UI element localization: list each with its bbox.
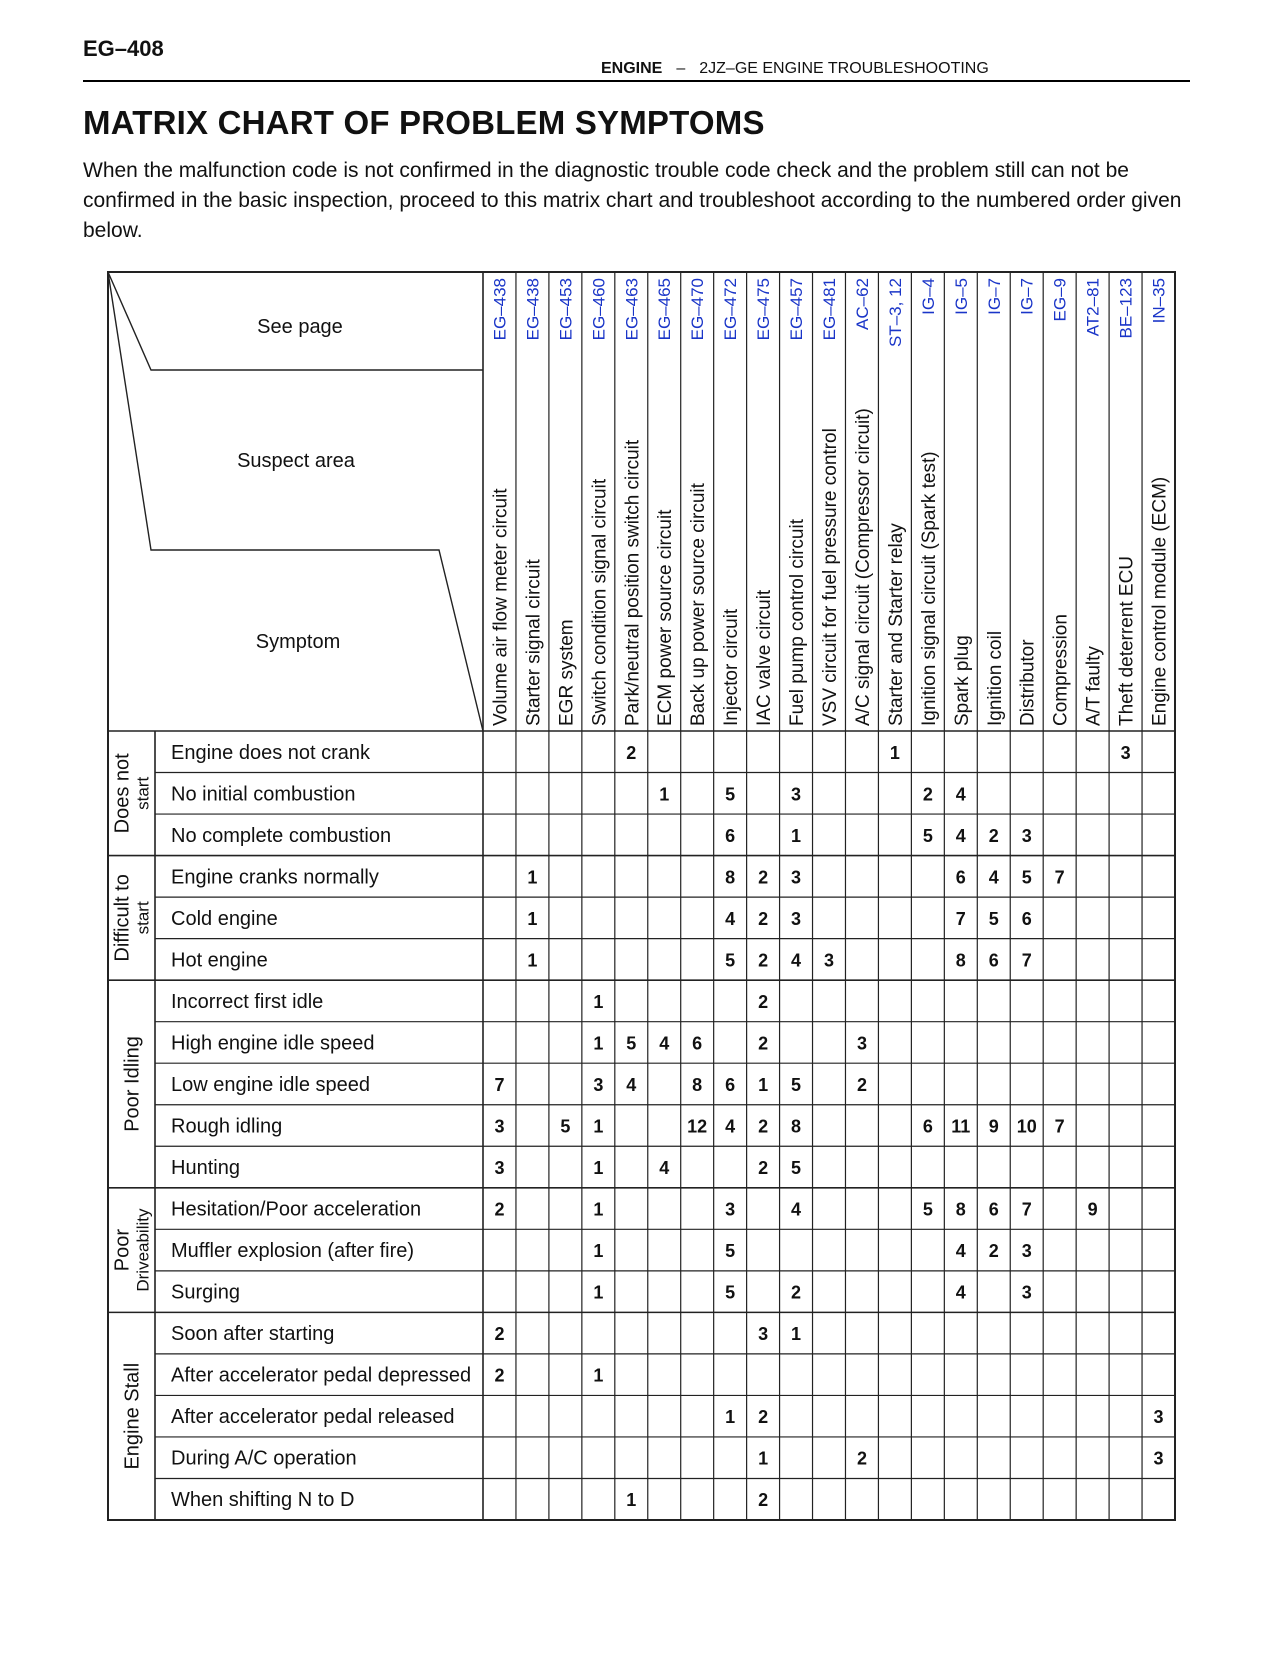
priority-number: 3 (725, 1199, 736, 1220)
priority-number: 1 (758, 1074, 769, 1095)
column-page-ref: EG–453 (556, 278, 576, 341)
priority-number: 2 (494, 1324, 505, 1345)
column-suspect-area: Ignition coil (984, 630, 1006, 726)
column-page-ref: EG–457 (787, 278, 807, 341)
column-page-ref: EG–463 (622, 278, 642, 341)
priority-number: 3 (791, 867, 802, 888)
priority-number: 3 (1021, 825, 1032, 846)
priority-number: 1 (593, 1365, 604, 1386)
column-suspect-area: Engine control module (ECM) (1149, 476, 1171, 726)
header-chapter: 2JZ–GE ENGINE TROUBLESHOOTING (699, 60, 989, 77)
symptom-label: Symptom (255, 631, 341, 653)
priority-number: 2 (758, 950, 769, 971)
column-suspect-area: Spark plug (951, 635, 973, 726)
column-page-ref: EG–475 (754, 278, 774, 341)
priority-number: 8 (791, 1116, 802, 1137)
column-page-ref: AC–62 (852, 278, 872, 330)
group-label-line: Does not (111, 753, 134, 834)
priority-number: 3 (791, 784, 802, 805)
priority-number: 5 (791, 1074, 802, 1095)
priority-number: 6 (692, 1033, 703, 1054)
priority-number: 3 (791, 908, 802, 929)
priority-number: 6 (725, 1074, 736, 1095)
group-label-line: start (133, 901, 153, 935)
column-suspect-area: Compression (1050, 614, 1072, 726)
symptom-cell: Cold engine (171, 907, 278, 930)
header-separator: – (676, 60, 686, 77)
priority-number: 5 (560, 1116, 571, 1137)
column-page-ref: EG–460 (589, 278, 609, 341)
priority-number: 1 (527, 950, 538, 971)
priority-number: 4 (791, 950, 802, 971)
priority-number: 5 (626, 1033, 637, 1054)
priority-number: 3 (1120, 742, 1131, 763)
column-suspect-area: ECM power source circuit (655, 509, 677, 726)
symptom-cell: High engine idle speed (171, 1032, 375, 1055)
priority-number: 4 (659, 1158, 670, 1179)
suspect-area-label: Suspect area (237, 450, 355, 472)
priority-number: 11 (951, 1116, 971, 1137)
priority-number: 2 (758, 908, 769, 929)
priority-number: 2 (626, 742, 637, 763)
group-label (112, 753, 153, 833)
priority-number: 1 (725, 1407, 736, 1428)
priority-number: 1 (593, 1282, 604, 1303)
column-page-ref: IG–4 (918, 278, 938, 315)
priority-number: 3 (856, 1033, 867, 1054)
priority-number: 4 (626, 1074, 637, 1095)
priority-number: 5 (725, 1282, 736, 1303)
priority-number: 5 (725, 950, 736, 971)
priority-number: 6 (988, 950, 999, 971)
column-suspect-area: Starter signal circuit (523, 559, 545, 726)
priority-number: 2 (758, 867, 769, 888)
column-page-ref: IG–5 (951, 278, 971, 315)
priority-number: 7 (1054, 1116, 1065, 1137)
priority-number: 3 (1153, 1448, 1164, 1469)
header-section: ENGINE (601, 60, 663, 77)
column-suspect-area: A/C signal circuit (Compressor circuit) (852, 408, 874, 726)
priority-number: 5 (791, 1158, 802, 1179)
priority-number: 2 (494, 1199, 505, 1220)
priority-number: 4 (988, 867, 999, 888)
column-suspect-area: Injector circuit (721, 608, 743, 726)
column-page-ref: AT2–81 (1083, 278, 1103, 337)
priority-number: 2 (758, 1033, 769, 1054)
priority-number: 4 (955, 1241, 966, 1262)
column-suspect-area: EGR system (556, 619, 578, 726)
priority-number: 1 (593, 1158, 604, 1179)
priority-number: 1 (659, 784, 670, 805)
symptom-cell: When shifting N to D (171, 1489, 355, 1512)
symptom-cell: Hot engine (171, 949, 268, 972)
priority-number: 12 (687, 1116, 708, 1137)
symptom-cell: During A/C operation (171, 1447, 357, 1470)
priority-number: 8 (692, 1074, 703, 1095)
priority-number: 5 (922, 1199, 933, 1220)
priority-number: 3 (494, 1116, 505, 1137)
group-label-line: start (133, 776, 153, 810)
priority-number: 3 (823, 950, 835, 971)
group-label-line: Difficult to (111, 874, 134, 962)
priority-number: 6 (988, 1199, 999, 1220)
priority-number: 1 (791, 1324, 802, 1345)
priority-number: 5 (725, 784, 736, 805)
symptom-cell: Soon after starting (171, 1323, 335, 1346)
priority-number: 2 (988, 825, 999, 846)
priority-number: 7 (1054, 867, 1065, 888)
priority-number: 5 (725, 1241, 736, 1262)
symptom-cell: Incorrect first idle (171, 990, 324, 1013)
group-label-line: Poor Idling (121, 1036, 144, 1132)
priority-number: 1 (626, 1490, 637, 1511)
priority-number: 1 (593, 991, 604, 1012)
priority-number: 2 (791, 1282, 802, 1303)
column-suspect-area: Fuel pump control circuit (787, 519, 809, 726)
priority-number: 1 (758, 1448, 769, 1469)
group-label (122, 1363, 144, 1470)
priority-number: 8 (955, 950, 966, 971)
priority-number: 2 (922, 784, 933, 805)
priority-number: 2 (988, 1241, 999, 1262)
priority-number: 2 (758, 1490, 769, 1511)
column-page-ref: EG–438 (490, 278, 510, 341)
priority-number: 1 (593, 1241, 604, 1262)
priority-number: 2 (758, 1158, 769, 1179)
column-page-ref: IG–7 (1017, 278, 1037, 315)
priority-number: 6 (725, 825, 736, 846)
priority-number: 3 (494, 1158, 505, 1179)
header-diagonal-lower (108, 272, 483, 731)
column-page-ref: IN–35 (1149, 278, 1169, 324)
priority-number: 1 (889, 742, 900, 763)
column-suspect-area: Switch condition signal circuit (589, 478, 611, 726)
priority-number: 10 (1016, 1116, 1037, 1137)
column-suspect-area: Starter and Starter relay (885, 523, 907, 726)
priority-number: 5 (1021, 867, 1032, 888)
priority-number: 7 (494, 1074, 505, 1095)
priority-number: 1 (527, 867, 538, 888)
priority-number: 3 (1021, 1282, 1032, 1303)
priority-number: 9 (988, 1116, 999, 1137)
group-label-line: Poor (111, 1228, 134, 1272)
priority-number: 1 (593, 1033, 604, 1054)
column-page-ref: EG–9 (1050, 278, 1070, 322)
priority-number: 6 (955, 867, 966, 888)
priority-number: 4 (955, 825, 966, 846)
symptom-cell: No initial combustion (171, 783, 356, 806)
group-label-line: Engine Stall (121, 1362, 144, 1470)
column-suspect-area: Ignition signal circuit (Spark test) (918, 451, 940, 726)
column-page-ref: EG–481 (820, 278, 839, 341)
group-label (112, 1208, 153, 1292)
symptom-cell: Muffler explosion (after fire) (171, 1240, 415, 1263)
symptom-cell: Engine does not crank (171, 741, 371, 764)
priority-number: 3 (1021, 1241, 1032, 1262)
priority-number: 5 (922, 825, 933, 846)
symptom-cell: Rough idling (171, 1115, 283, 1138)
priority-number: 2 (856, 1074, 867, 1095)
column-suspect-area: A/T faulty (1083, 646, 1105, 726)
column-suspect-area: VSV circuit for fuel pressure control (820, 428, 841, 726)
see-page-label: See page (257, 316, 343, 338)
priority-number: 7 (1021, 950, 1032, 971)
column-page-ref: EG–438 (523, 278, 543, 341)
column-page-ref: ST–3, 12 (885, 278, 905, 347)
page-title: MATRIX CHART OF PROBLEM SYMPTOMS (83, 104, 765, 141)
priority-number: 2 (758, 991, 769, 1012)
priority-number: 2 (856, 1448, 867, 1469)
group-label-line: Driveability (133, 1208, 153, 1292)
priority-number: 1 (593, 1199, 604, 1220)
intro-paragraph: When the malfunction code is not confirmed in the diagnostic trouble code check and the problem still can not be confirmed in the basic inspection, proceed to this matrix chart and troubleshoot according to the numbered order given below. (83, 159, 1182, 242)
column-suspect-area: Park/neutral position switch circuit (622, 439, 644, 726)
group-label (112, 874, 153, 961)
priority-number: 4 (725, 908, 736, 929)
symptom-cell: No complete combustion (171, 824, 392, 847)
column-suspect-area: Distributor (1017, 639, 1039, 726)
priority-number: 2 (494, 1365, 505, 1386)
symptom-cell: Surging (171, 1281, 240, 1304)
priority-number: 5 (988, 908, 999, 929)
symptom-cell: Hunting (171, 1157, 240, 1180)
column-page-ref: EG–465 (655, 278, 675, 341)
priority-number: 1 (527, 908, 538, 929)
symptom-cell: After accelerator pedal released (171, 1406, 455, 1429)
group-label (122, 1036, 144, 1132)
priority-number: 2 (758, 1407, 769, 1428)
priority-number: 7 (1021, 1199, 1032, 1220)
symptom-cell: After accelerator pedal depressed (171, 1364, 472, 1387)
priority-number: 1 (791, 825, 802, 846)
column-suspect-area: Back up power source circuit (688, 483, 710, 726)
priority-number: 8 (955, 1199, 966, 1220)
priority-number: 4 (791, 1199, 802, 1220)
column-page-ref: IG–7 (984, 278, 1004, 315)
column-suspect-area: Volume air flow meter circuit (490, 488, 512, 726)
symptom-cell: Hesitation/Poor acceleration (171, 1198, 422, 1221)
symptom-cell: Low engine idle speed (171, 1073, 371, 1096)
priority-number: 1 (593, 1116, 604, 1137)
priority-number: 6 (922, 1116, 933, 1137)
priority-number: 4 (659, 1033, 670, 1054)
priority-number: 3 (593, 1074, 604, 1095)
column-suspect-area: Theft deterrent ECU (1116, 555, 1138, 726)
column-page-ref: EG–470 (688, 278, 708, 341)
page-number: EG–408 (83, 36, 164, 61)
priority-number: 7 (955, 908, 966, 929)
priority-number: 8 (725, 867, 736, 888)
priority-number: 3 (1153, 1407, 1164, 1428)
column-page-ref: EG–472 (721, 278, 741, 341)
column-page-ref: BE–123 (1116, 278, 1136, 339)
priority-number: 6 (1021, 908, 1032, 929)
priority-number: 2 (758, 1116, 769, 1137)
priority-number: 4 (955, 784, 966, 805)
priority-number: 3 (758, 1324, 769, 1345)
symptom-cell: Engine cranks normally (171, 866, 379, 889)
priority-number: 9 (1087, 1199, 1098, 1220)
priority-number: 4 (955, 1282, 966, 1303)
column-suspect-area: IAC valve circuit (754, 589, 776, 726)
priority-number: 4 (725, 1116, 736, 1137)
